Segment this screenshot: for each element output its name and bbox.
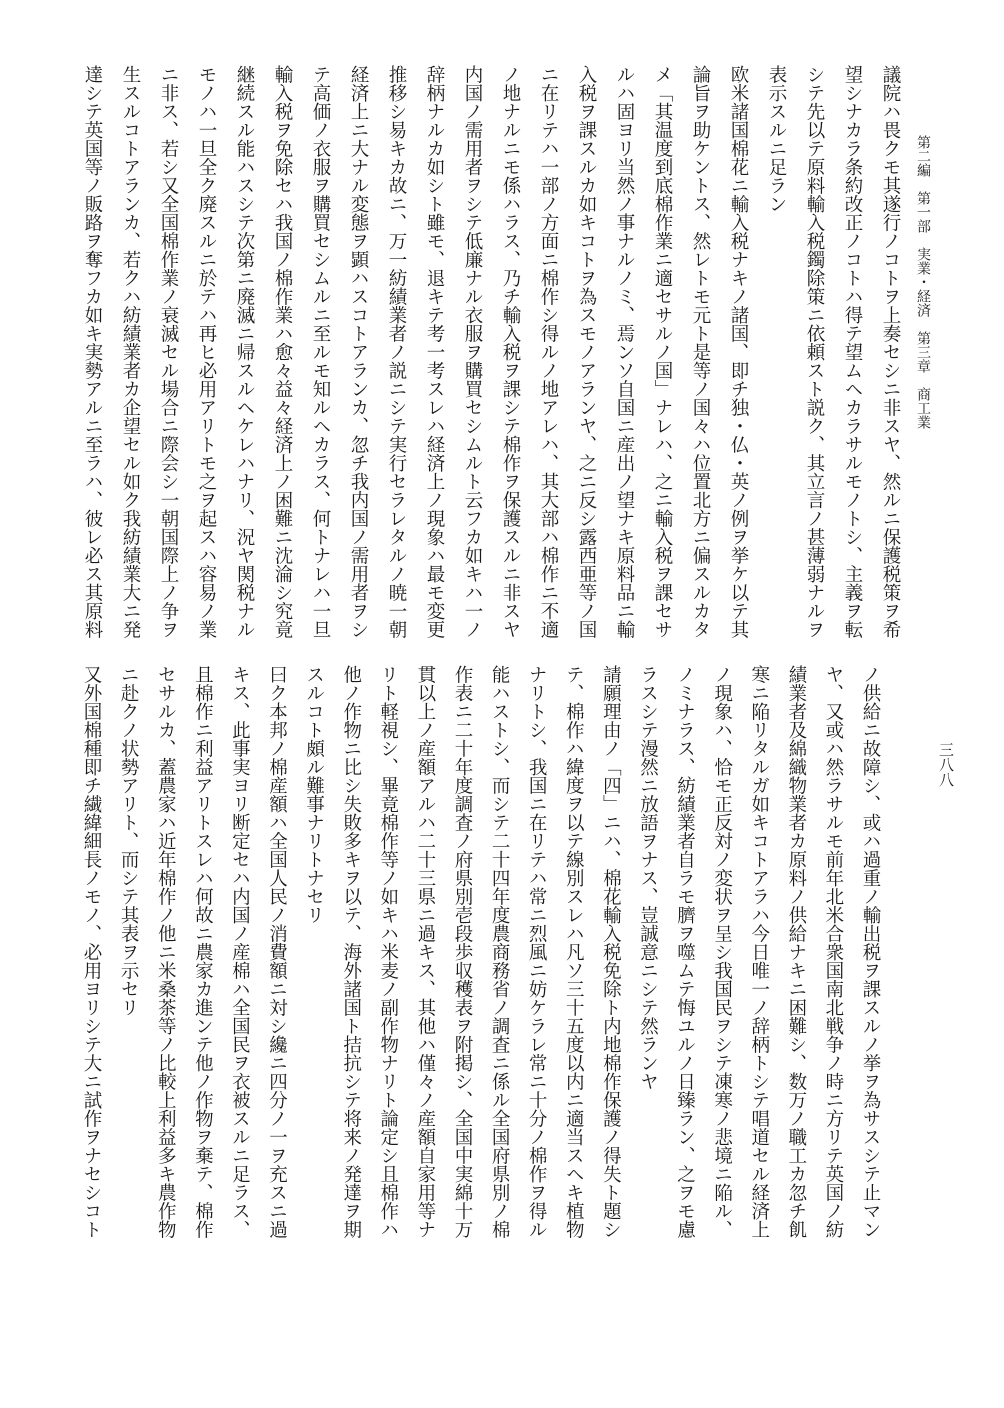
text-column: ルハ固ヨリ当然ノ事ナルノミ、焉ンソ自国ニ産出ノ望ナキ原料品ニ輸 (614, 65, 635, 639)
lower-text-block (73, 665, 889, 1255)
running-header: 第二編 第一部 実業・経済 第三章 商工業 (915, 135, 931, 429)
text-column: 論旨ヲ助ケントス、然レトモ元ト是等ノ国々ハ位置北方ニ偏スルカタ (690, 65, 711, 639)
text-column: 績業者及綿織物業者カ原料ノ供給ナキニ困難シ、数万ノ職工カ忽チ飢 (785, 665, 807, 1239)
text-column: ニ非ス、若シ又全国棉作業ノ衰滅セル場合ニ際会シ一朝国際上ノ争ヲ (158, 65, 179, 639)
text-column: シテ先以テ原料輸入税鐲除策ニ依頼スト説ク、其立言ノ甚薄弱ナルヲ (804, 65, 825, 639)
text-column: 継続スル能ハスシテ次第ニ廃滅ニ帰スルヘケレハナリ、況ヤ関税ナル (234, 65, 255, 639)
text-column: 辞柄ナルカ如シト雖モ、退キテ考一考スレハ経済上ノ現象ハ最モ変更 (424, 65, 445, 639)
text-column: ノ現象ハ、恰モ正反対ノ変状ヲ呈シ我国民ヲシテ凍寒ノ悲境ニ陥ル、 (711, 665, 733, 1239)
text-column: 請願理由ノ「四」ニハ、棉花輸入税免除ト内地棉作保護ノ得失ト題シ (600, 665, 622, 1239)
text-column: 推移シ易キカ故ニ、万一紡績業者ノ説ニシテ実行セラレタルノ暁一朝 (386, 65, 407, 639)
text-column: ナリトシ、我国ニ在リテハ常ニ烈風ニ妨ケラレ常ニ十分ノ棉作ヲ得ル (526, 665, 548, 1239)
text-column: 生スルコトアランカ、若クハ紡績業者カ企望セル如ク我紡績業大ニ発 (120, 65, 141, 639)
text-column: 達シテ英国等ノ販路ヲ奪フカ如キ実勢アルニ至ラハ、彼レ必ス其原料 (82, 65, 103, 639)
text-column: 曰ク本邦ノ棉産額ハ全国人民ノ消費額ニ対シ纔ニ四分ノ一ヲ充スニ過 (266, 665, 288, 1239)
text-column: ニ在リテハ一部ノ方面ニ棉作シ得ルノ地アレハ、其大部ハ棉作ニ不適 (538, 65, 559, 639)
text-column: キス、此事実ヨリ断定セハ内国ノ産棉ハ全国民ヲ衣被スルニ足ラス、 (229, 665, 251, 1239)
text-column: 表示スルニ足ラン (766, 65, 787, 213)
upper-text-block (73, 65, 909, 655)
text-column: メ「其温度到底棉作業ニ適セサルノ国」ナレハ、之ニ輸入税ヲ課セサ (652, 65, 673, 639)
text-column: ノ供給ニ故障シ、或ハ過重ノ輸出税ヲ課スルノ挙ヲ為サスシテ止マン (860, 665, 881, 1239)
text-column: 内国ノ需用者ヲシテ低廉ナル衣服ヲ購買セシムルト云フカ如キハ一ノ (462, 65, 483, 639)
text-column: 議院ハ畏クモ其遂行ノコトヲ上奏セシニ非スヤ、然ルニ保護税策ヲ希 (880, 65, 901, 639)
text-column: ノ地ナルニモ係ハラス、乃チ輸入税ヲ課シテ棉作ヲ保護スルニ非スヤ (500, 65, 521, 639)
text-column: 貫以上ノ産額アルハ二十三県ニ過キス、其他ハ僅々ノ産額自家用等ナ (414, 665, 436, 1239)
text-column: ノミナラス、紡績業者自ラモ臍ヲ噬ムテ悔ユルノ日臻ラン、之ヲモ慮 (674, 665, 696, 1239)
text-column: スルコト頗ル難事ナリトナセリ (303, 665, 325, 924)
text-column: 経済上ニ大ナル変態ヲ顕ハスコトアランカ、忽チ我内国ノ需用者ヲシ (348, 65, 369, 639)
text-column: 寒ニ陥リタルガ如キコトアラハ今日唯一ノ辞柄トシテ唱道セル経済上 (748, 665, 770, 1239)
text-column: 且棉作ニ利益アリトスレハ何故ニ農家カ進ンテ他ノ作物ヲ棄テ、棉作 (192, 665, 214, 1239)
text-column: 作表ニ二十年度調査ノ府県別壱段歩収穫表ヲ附掲シ、全国中実綿十万 (451, 665, 473, 1239)
text-column: 輸入税ヲ免除セハ我国ノ棉作業ハ愈々益々経済上ノ困難ニ沈淪シ究竟 (272, 65, 293, 639)
text-column: 入税ヲ課スルカ如キコトヲ為スモノアランヤ、之ニ反シ露西亜等ノ国 (576, 65, 597, 639)
text-column: テ高価ノ衣服ヲ購買セシムルニ至ルモ知ルヘカラス、何トナレハ一旦 (310, 65, 331, 639)
text-column: 望シナカラ条約改正ノコトハ得テ望ムヘカラサルモノトシ、主義ヲ転 (842, 65, 863, 639)
text-column: 能ハストシ、而シテ二十四年度農商務省ノ調査ニ係ル全国府県別ノ棉 (489, 665, 511, 1239)
text-column: 他ノ作物ニ比シ失敗多キヲ以テ、海外諸国ト拮抗シテ将来ノ発達ヲ期 (340, 665, 362, 1239)
text-column: 又外国棉種即チ繊緯細長ノモノ、必用ヨリシテ大ニ試作ヲナセシコト (81, 665, 103, 1239)
text-column: ヤ、又或ハ然ラサルモ前年北米合衆国南北戦争ノ時ニ方リテ英国ノ紡 (822, 665, 844, 1239)
text-column: リト軽視シ、畢竟棉作等ノ如キハ米麦ノ副作物ナリト論定シ且棉作ハ (377, 665, 399, 1239)
text-column: ニ赴クノ状勢アリト、而シテ其表ヲ示セリ (118, 665, 140, 1017)
text-column: セサルカ、蓋農家ハ近年棉作ノ他ニ米桑茶等ノ比較上利益多キ農作物 (155, 665, 177, 1239)
text-column: ラスシテ漫然ニ放語ヲナス、豈誠意ニシテ然ランヤ (637, 665, 659, 1091)
text-column: 欧米諸国棉花ニ輸入税ナキノ諸国、即チ独・仏・英ノ例ヲ挙ケ以テ其 (728, 65, 749, 639)
text-column: テ、棉作ハ緯度ヲ以テ線別スレハ凡ソ三十五度以内ニ適当スヘキ植物 (563, 665, 585, 1239)
page-number: 三八八 (937, 742, 955, 787)
text-column: モノハ一旦全ク廃スルニ於テハ再ヒ必用アリトモ之ヲ起スハ容易ノ業 (196, 65, 217, 639)
